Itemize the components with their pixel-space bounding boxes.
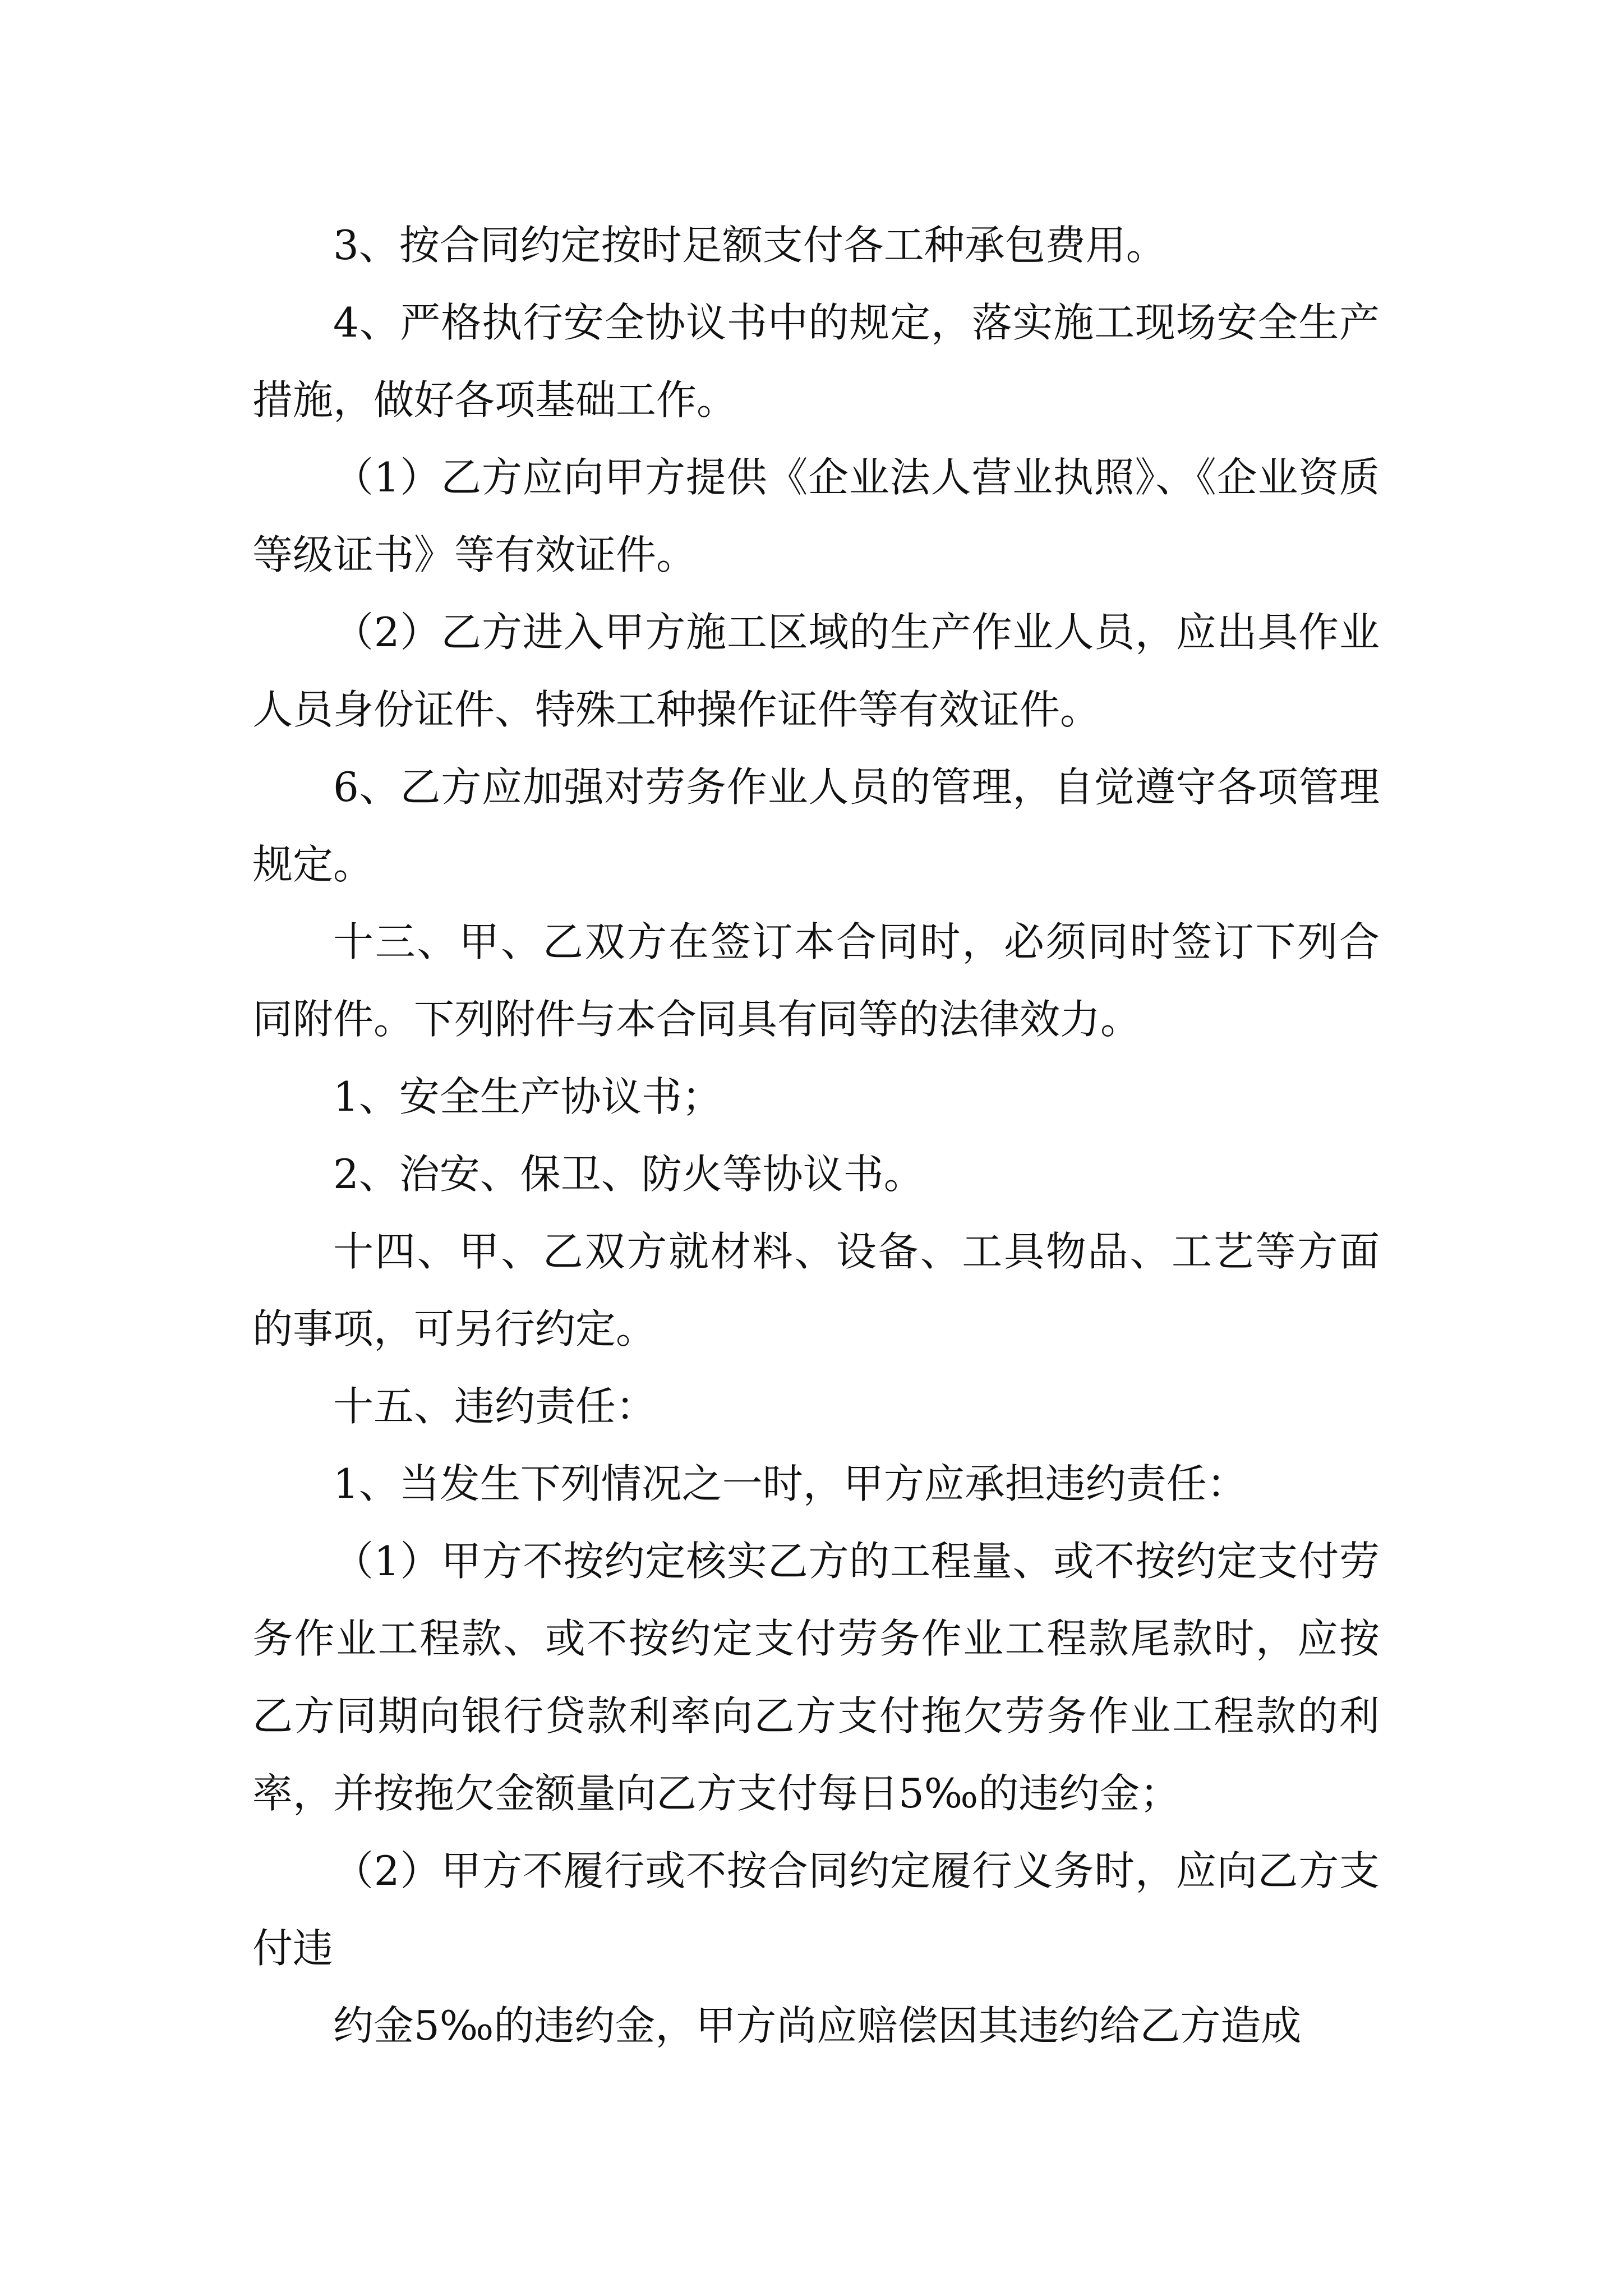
paragraph: 1、安全生产协议书； [333,1073,722,1120]
paragraph: 十三、甲、乙双方在签订本合同时，必须同时签订下列合同附件。下列附件与本合同具有同等的法律效力。 [252,918,1380,1043]
paragraph: 2、治安、保卫、防火等协议书。 [333,1151,924,1198]
document-body [252,206,1380,2064]
paragraph: （2）甲方不履行或不按合同约定履行义务时，应向乙方支付违 [252,1847,1380,1972]
paragraph: 约金5‰的违约金，甲方尚应赔偿因其违约给乙方造成 [333,2002,1302,2049]
paragraph: 十五、违约责任： [333,1383,657,1430]
paragraph: （1）甲方不按约定核实乙方的工程量、或不按约定支付劳务作业工程款、或不按约定支付劳务作业工程款尾款时，应按乙方同期向银行贷款利率向乙方支付拖欠劳务作业工程款的利率，并按拖欠金额量向乙方支付每日5‰的违约金； [252,1538,1380,1817]
paragraph: （2）乙方进入甲方施工区域的生产作业人员，应出具作业人员身份证件、特殊工种操作证件等有效证件。 [252,609,1380,733]
paragraph: 4、严格执行安全协议书中的规定，落实施工现场安全生产措施，做好各项基础工作。 [252,299,1380,424]
paragraph: 1、当发生下列情况之一时，甲方应承担违约责任： [333,1460,1247,1507]
paragraph: 十四、甲、乙双方就材料、设备、工具物品、工艺等方面的事项，可另行约定。 [252,1228,1380,1352]
paragraph: 6、乙方应加强对劳务作业人员的管理，自觉遵守各项管理规定。 [252,763,1380,888]
paragraph: 3、按合同约定按时足额支付各工种承包费用。 [333,222,1166,269]
paragraph: （1）乙方应向甲方提供《企业法人营业执照》、《企业资质等级证书》等有效证件。 [252,454,1380,578]
